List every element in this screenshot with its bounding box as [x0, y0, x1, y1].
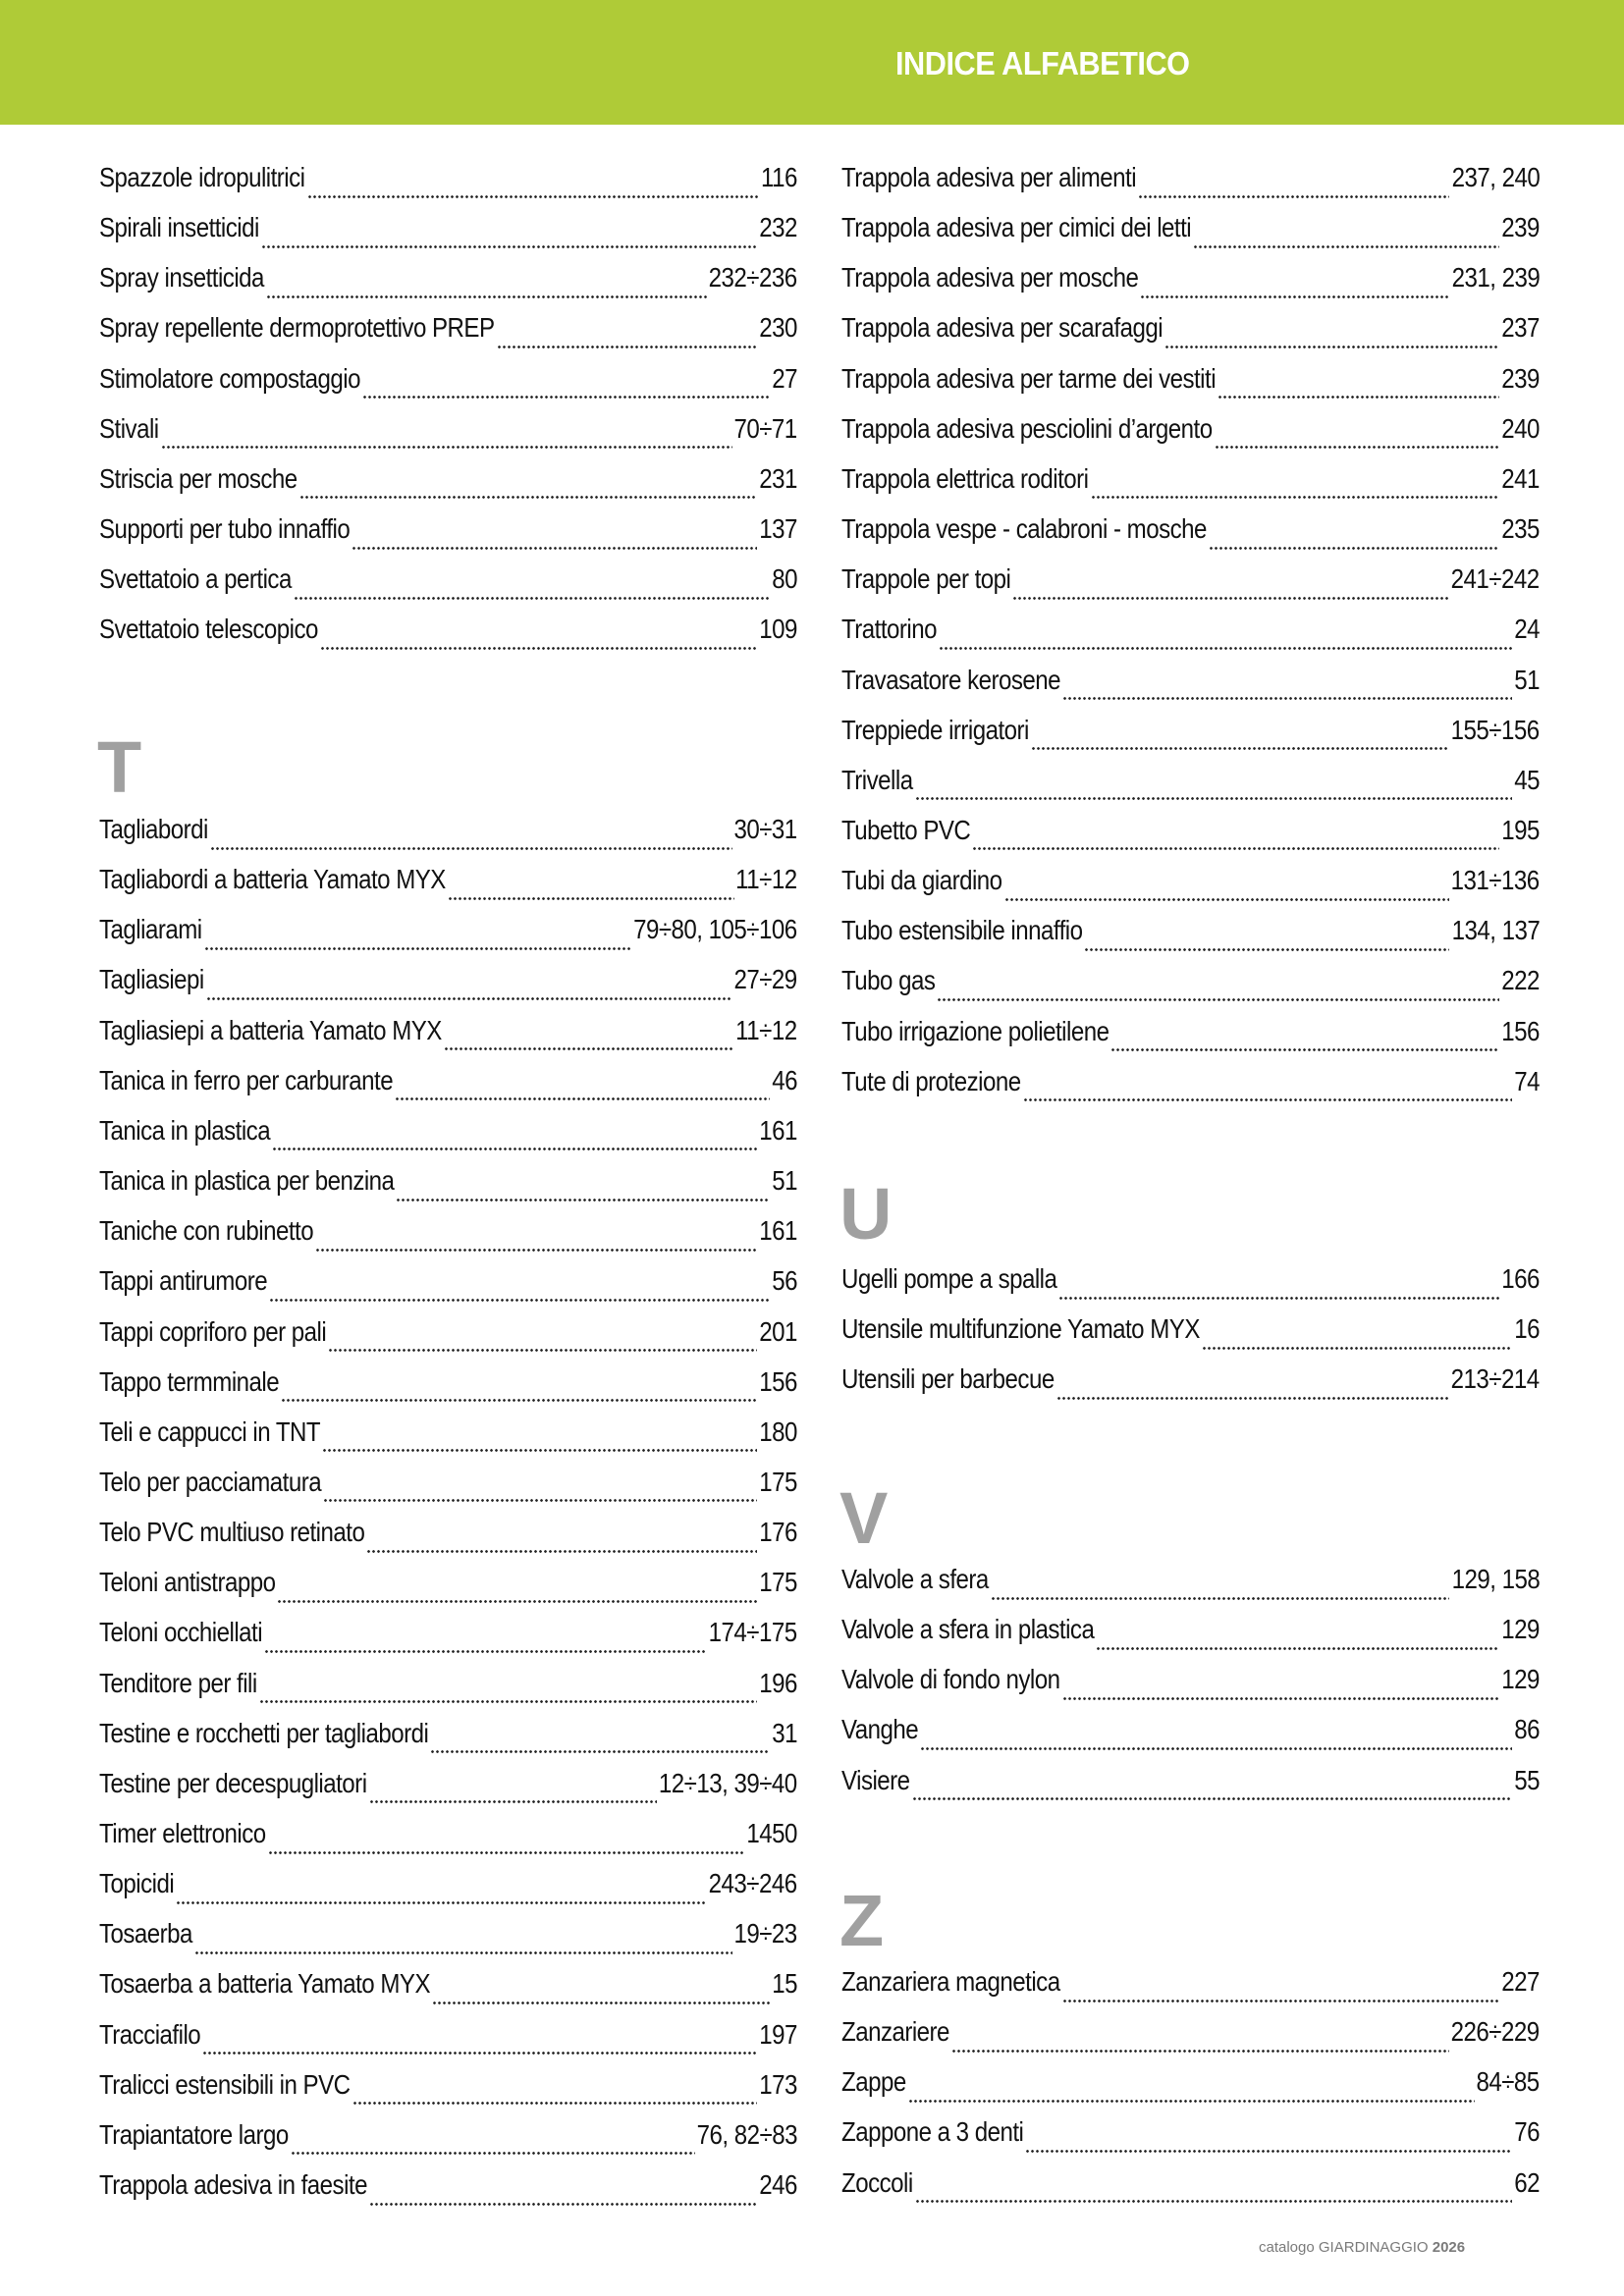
- entry-pages: 243÷246: [709, 1868, 797, 1899]
- entry-name: Treppiede irrigatori: [841, 714, 1029, 745]
- index-entry: [99, 412, 797, 462]
- index-entry: [841, 512, 1540, 562]
- dot-leader: [951, 2047, 1449, 2055]
- entry-pages: 201: [759, 1315, 797, 1347]
- dot-leader: [915, 2198, 1513, 2206]
- entry-pages: 173: [759, 2068, 797, 2100]
- entry-pages: 76, 82÷83: [696, 2118, 797, 2150]
- entry-pages: 1450: [746, 1818, 797, 1848]
- index-entry: [99, 1365, 797, 1415]
- entry-pages: 213÷214: [1451, 1363, 1540, 1395]
- entry-pages: 27: [772, 362, 797, 394]
- entry-pages: 86: [1514, 1714, 1540, 1745]
- index-entry: [841, 311, 1540, 361]
- dot-leader: [307, 192, 760, 200]
- entry-name: Valvole a sfera in plastica: [841, 1614, 1095, 1645]
- index-entry: [99, 2168, 797, 2218]
- index-entry: [99, 1064, 797, 1114]
- entry-pages: 76: [1514, 2116, 1540, 2148]
- index-entry: [841, 1663, 1540, 1713]
- dot-leader: [1193, 242, 1499, 250]
- dot-leader: [161, 444, 732, 452]
- letter-heading-v: V: [839, 1477, 889, 1559]
- entry-name: Teloni occhiellati: [99, 1617, 263, 1648]
- dot-leader: [1218, 394, 1499, 401]
- dot-leader: [1164, 343, 1499, 350]
- entry-pages: 231, 239: [1451, 262, 1540, 294]
- index-entry: [841, 412, 1540, 462]
- entry-name: Trappola adesiva per scarafaggi: [841, 312, 1164, 344]
- index-entry: [841, 1713, 1540, 1763]
- entry-name: Stivali: [99, 412, 159, 444]
- entry-name: Tenditore per fili: [99, 1667, 257, 1698]
- entry-name: Telo PVC multiuso retinato: [99, 1517, 365, 1548]
- entry-name: Tute di protezione: [841, 1065, 1021, 1096]
- dot-leader: [1140, 293, 1449, 300]
- entry-pages: 12÷13, 39÷40: [659, 1767, 797, 1798]
- entry-name: Tanica in plastica: [99, 1114, 271, 1146]
- index-entry: [841, 814, 1540, 864]
- dot-leader: [261, 242, 758, 250]
- footer-year: 2026: [1432, 2239, 1466, 2256]
- dot-leader: [362, 394, 770, 401]
- dot-leader: [299, 494, 758, 502]
- dot-leader: [206, 994, 732, 1002]
- entry-name: Spray insetticida: [99, 262, 264, 294]
- index-entry: [841, 613, 1540, 663]
- footer-prefix: catalogo: [1259, 2239, 1315, 2256]
- index-entry: [841, 1764, 1540, 1814]
- dot-leader: [1062, 1694, 1500, 1702]
- entry-pages: 232: [759, 212, 797, 243]
- entry-pages: 51: [772, 1165, 797, 1197]
- entry-name: Trappola adesiva per mosche: [841, 262, 1139, 294]
- entry-pages: 232÷236: [709, 262, 797, 294]
- dot-leader: [444, 1045, 734, 1053]
- entry-pages: 109: [759, 614, 797, 645]
- entry-pages: 161: [759, 1215, 797, 1247]
- dot-leader: [1062, 695, 1512, 703]
- entry-pages: 174÷175: [709, 1617, 797, 1648]
- index-entry: [841, 261, 1540, 311]
- dot-leader: [194, 1949, 732, 1956]
- entry-pages: 70÷71: [733, 412, 797, 444]
- dot-leader: [972, 845, 1499, 853]
- entry-name: Tanica in ferro per carburante: [99, 1064, 394, 1095]
- dot-leader: [1215, 444, 1500, 452]
- entry-name: Tagliasiepi: [99, 964, 204, 995]
- index-entry: [841, 1312, 1540, 1362]
- entry-pages: 222: [1501, 965, 1540, 996]
- entry-name: Zappone a 3 denti: [841, 2116, 1024, 2148]
- entry-pages: 241÷242: [1451, 563, 1540, 595]
- dot-leader: [915, 795, 1513, 803]
- index-entry: [841, 2115, 1540, 2165]
- index-entry: [99, 1415, 797, 1466]
- dot-leader: [1096, 1644, 1499, 1652]
- index-entry: [841, 1015, 1540, 1065]
- index-entry: [99, 1717, 797, 1767]
- dot-leader: [1025, 2147, 1512, 2155]
- index-entry: [841, 914, 1540, 964]
- entry-pages: 156: [1501, 1015, 1540, 1046]
- dot-leader: [352, 2100, 758, 2108]
- entry-name: Zappe: [841, 2066, 906, 2098]
- index-entry: [841, 1362, 1540, 1413]
- dot-leader: [366, 1547, 757, 1555]
- index-entry: [99, 1566, 797, 1616]
- dot-leader: [320, 644, 757, 652]
- index-entry: [99, 211, 797, 261]
- entry-pages: 137: [759, 513, 797, 545]
- entry-pages: 84÷85: [1476, 2066, 1540, 2098]
- index-entry: [99, 1466, 797, 1516]
- entry-pages: 231: [759, 462, 797, 494]
- header-bar: [0, 0, 1624, 125]
- index-entry: [841, 1065, 1540, 1115]
- entry-pages: 79÷80, 105÷106: [633, 914, 797, 945]
- entry-name: Trapiantatore largo: [99, 2118, 289, 2150]
- entry-name: Teli e cappucci in TNT: [99, 1415, 321, 1447]
- index-entry: [841, 2015, 1540, 2065]
- entry-name: Trappola vespe - calabroni - mosche: [841, 513, 1207, 545]
- entry-name: Supporti per tubo innaffio: [99, 513, 351, 545]
- dot-leader: [369, 2200, 757, 2208]
- index-entry: [99, 1767, 797, 1817]
- entry-pages: 45: [1514, 764, 1540, 795]
- index-entry: [99, 462, 797, 512]
- index-entry: [841, 462, 1540, 512]
- index-entry: [99, 963, 797, 1013]
- dot-leader: [204, 944, 632, 952]
- index-entry: [841, 664, 1540, 714]
- entry-name: Tubo irrigazione polietilene: [841, 1015, 1110, 1046]
- index-entry: [841, 562, 1540, 613]
- entry-pages: 116: [761, 162, 797, 192]
- dot-leader: [432, 1999, 770, 2006]
- entry-pages: 80: [772, 563, 797, 595]
- index-entry: [841, 764, 1540, 814]
- dot-leader: [1058, 1294, 1499, 1302]
- dot-leader: [1062, 1997, 1500, 2004]
- dot-leader: [1084, 945, 1449, 953]
- entry-name: Testine per decespugliatori: [99, 1767, 367, 1798]
- index-entry: [99, 1967, 797, 2017]
- dot-leader: [1110, 1046, 1499, 1054]
- entry-name: Travasatore kerosene: [841, 664, 1061, 695]
- dot-leader: [210, 844, 732, 852]
- dot-leader: [395, 1095, 770, 1103]
- dot-leader: [277, 1597, 757, 1605]
- entry-pages: 227: [1501, 1966, 1540, 1997]
- entry-name: Tubo gas: [841, 965, 936, 996]
- entry-pages: 195: [1501, 814, 1540, 845]
- footer: [1259, 2239, 1465, 2256]
- entry-name: Tappi antirumore: [99, 1265, 268, 1297]
- index-entry: [99, 913, 797, 963]
- dot-leader: [1091, 494, 1500, 502]
- entry-name: Tappi copriforo per pali: [99, 1315, 327, 1347]
- entry-pages: 197: [759, 2018, 797, 2050]
- dot-leader: [1209, 544, 1499, 552]
- index-entry: [841, 211, 1540, 261]
- index-entry: [99, 512, 797, 562]
- entry-name: Visiere: [841, 1764, 910, 1795]
- index-entry: [99, 1667, 797, 1717]
- entry-name: Tappo termminale: [99, 1365, 280, 1397]
- index-entry: [99, 1114, 797, 1164]
- dot-leader: [396, 1196, 770, 1203]
- entry-pages: 246: [759, 2169, 797, 2201]
- entry-pages: 15: [772, 1968, 797, 2000]
- entry-pages: 56: [772, 1265, 797, 1297]
- entry-pages: 131÷136: [1451, 865, 1540, 896]
- entry-pages: 51: [1514, 664, 1540, 695]
- entry-pages: 155÷156: [1451, 714, 1540, 745]
- dot-leader: [1031, 745, 1449, 753]
- dot-leader: [266, 293, 707, 300]
- entry-pages: 27÷29: [733, 964, 797, 995]
- index-entry: [841, 2065, 1540, 2115]
- index-entry: [99, 1264, 797, 1314]
- index-entry: [841, 1563, 1540, 1613]
- dot-leader: [322, 1447, 757, 1455]
- dot-leader: [1138, 192, 1449, 200]
- entry-name: Trivella: [841, 764, 913, 795]
- index-entry: [841, 362, 1540, 412]
- entry-pages: 129: [1501, 1664, 1540, 1695]
- dot-leader: [937, 995, 1499, 1003]
- entry-pages: 30÷31: [733, 814, 797, 844]
- dot-leader: [323, 1497, 757, 1505]
- entry-name: Tralicci estensibili in PVC: [99, 2068, 351, 2100]
- dot-leader: [272, 1146, 757, 1153]
- entry-pages: 176: [759, 1517, 797, 1548]
- index-entry: [99, 2018, 797, 2068]
- index-entry: [99, 2068, 797, 2118]
- entry-name: Ugelli pompe a spalla: [841, 1263, 1057, 1294]
- entry-name: Taniche con rubinetto: [99, 1215, 314, 1247]
- entry-name: Tubi da giardino: [841, 865, 1002, 896]
- entry-name: Valvole di fondo nylon: [841, 1664, 1060, 1695]
- entry-name: Zanzariere: [841, 2016, 949, 2048]
- dot-leader: [1023, 1096, 1513, 1104]
- entry-name: Tagliabordi a batteria Yamato MYX: [99, 864, 446, 895]
- entry-name: Utensile multifunzione Yamato MYX: [841, 1313, 1200, 1345]
- dot-leader: [281, 1397, 757, 1405]
- entry-name: Tagliasiepi a batteria Yamato MYX: [99, 1014, 442, 1045]
- entry-name: Svettatoio telescopico: [99, 614, 318, 645]
- letter-heading-z: Z: [839, 1880, 885, 1961]
- entry-name: Trappola adesiva per cimici dei letti: [841, 212, 1192, 243]
- entry-name: Tagliabordi: [99, 814, 208, 844]
- entry-pages: 230: [759, 312, 797, 344]
- entry-pages: 31: [772, 1717, 797, 1748]
- index-entry: [99, 1917, 797, 1967]
- entry-name: Telo per pacciamatura: [99, 1466, 322, 1497]
- entry-name: Trappola adesiva in faesite: [99, 2169, 367, 2201]
- entry-pages: 226÷229: [1451, 2016, 1540, 2048]
- entry-name: Vanghe: [841, 1714, 919, 1745]
- entry-name: Tosaerba: [99, 1918, 192, 1949]
- entry-name: Teloni antistrappo: [99, 1567, 276, 1598]
- index-entry: [99, 863, 797, 913]
- index-entry: [841, 714, 1540, 764]
- entry-name: Trappole per topi: [841, 563, 1011, 595]
- entry-name: Tagliarami: [99, 914, 202, 945]
- entry-name: Tanica in plastica per benzina: [99, 1165, 395, 1197]
- entry-name: Trattorino: [841, 614, 938, 645]
- entry-name: Testine e rocchetti per tagliabordi: [99, 1717, 429, 1748]
- index-entry: [841, 2166, 1540, 2216]
- index-entry: [99, 1516, 797, 1566]
- entry-name: Svettatoio a pertica: [99, 563, 292, 595]
- dot-leader: [939, 644, 1512, 652]
- entry-pages: 237, 240: [1451, 162, 1540, 192]
- entry-pages: 239: [1501, 362, 1540, 394]
- index-entry: [99, 2118, 797, 2168]
- index-entry: [99, 1817, 797, 1867]
- entry-name: Tubetto PVC: [841, 814, 971, 845]
- dot-leader: [448, 894, 734, 902]
- dot-leader: [908, 2097, 1475, 2105]
- entry-pages: 16: [1514, 1313, 1540, 1345]
- index-entry: [99, 1315, 797, 1365]
- entry-name: Stimolatore compostaggio: [99, 362, 361, 394]
- dot-leader: [1056, 1394, 1449, 1402]
- entry-pages: 175: [759, 1567, 797, 1598]
- entry-pages: 239: [1501, 212, 1540, 243]
- dot-leader: [497, 343, 758, 350]
- entry-pages: 166: [1501, 1263, 1540, 1294]
- dot-leader: [991, 1594, 1450, 1602]
- index-entry: [99, 261, 797, 311]
- index-entry: [99, 813, 797, 863]
- entry-pages: 175: [759, 1466, 797, 1497]
- dot-leader: [268, 1848, 745, 1856]
- index-entry: [99, 1867, 797, 1917]
- entry-pages: 11÷12: [735, 1014, 797, 1045]
- entry-pages: 134, 137: [1451, 915, 1540, 946]
- dot-leader: [920, 1744, 1512, 1752]
- entry-name: Spirali insetticidi: [99, 212, 259, 243]
- dot-leader: [1202, 1344, 1512, 1352]
- entry-name: Timer elettronico: [99, 1818, 266, 1848]
- entry-pages: 235: [1501, 513, 1540, 545]
- entry-name: Utensili per barbecue: [841, 1363, 1055, 1395]
- dot-leader: [259, 1698, 758, 1706]
- dot-leader: [912, 1795, 1513, 1803]
- entry-name: Tracciafilo: [99, 2018, 201, 2050]
- entry-pages: 62: [1514, 2166, 1540, 2198]
- entry-name: Zoccoli: [841, 2166, 913, 2198]
- entry-name: Trappola adesiva per tarme dei vestiti: [841, 362, 1217, 394]
- dot-leader: [328, 1347, 757, 1355]
- footer-brand: GIARDINAGGIO: [1318, 2239, 1429, 2256]
- entry-pages: 196: [759, 1667, 797, 1698]
- entry-pages: 129: [1501, 1614, 1540, 1645]
- dot-leader: [369, 1798, 658, 1806]
- entry-name: Spray repellente dermoprotettivo PREP: [99, 312, 495, 344]
- entry-pages: 241: [1501, 462, 1540, 494]
- entry-pages: 74: [1514, 1065, 1540, 1096]
- entry-pages: 156: [759, 1365, 797, 1397]
- entry-name: Tubo estensibile innaffio: [841, 915, 1083, 946]
- entry-pages: 161: [759, 1114, 797, 1146]
- dot-leader: [1012, 594, 1449, 602]
- index-entry: [99, 161, 797, 211]
- index-entry: [99, 613, 797, 663]
- index-entry: [99, 562, 797, 613]
- index-entry: [841, 1965, 1540, 2015]
- dot-leader: [291, 2150, 695, 2158]
- index-entry: [99, 311, 797, 361]
- dot-leader: [352, 544, 757, 552]
- index-entry: [99, 1616, 797, 1666]
- entry-pages: 180: [759, 1415, 797, 1447]
- dot-leader: [1004, 895, 1449, 903]
- dot-leader: [430, 1748, 770, 1756]
- index-entry: [99, 1014, 797, 1064]
- letter-heading-t: T: [97, 726, 142, 808]
- entry-pages: 240: [1501, 412, 1540, 444]
- index-entry: [841, 864, 1540, 914]
- entry-name: Valvole a sfera: [841, 1564, 989, 1594]
- index-entry: [841, 1262, 1540, 1312]
- index-entry: [841, 161, 1540, 211]
- letter-heading-u: U: [839, 1173, 893, 1255]
- dot-leader: [294, 594, 770, 602]
- entry-pages: 24: [1514, 614, 1540, 645]
- entry-name: Trappola elettrica roditori: [841, 462, 1089, 494]
- dot-leader: [176, 1898, 707, 1906]
- entry-name: Striscia per mosche: [99, 462, 298, 494]
- index-entry: [99, 1214, 797, 1264]
- entry-pages: 237: [1501, 312, 1540, 344]
- entry-name: Spazzole idropulitrici: [99, 162, 305, 192]
- entry-pages: 55: [1514, 1764, 1540, 1795]
- entry-pages: 46: [772, 1064, 797, 1095]
- dot-leader: [269, 1296, 770, 1304]
- dot-leader: [202, 2050, 757, 2057]
- index-entry: [841, 964, 1540, 1014]
- entry-pages: 19÷23: [733, 1918, 797, 1949]
- index-entry: [99, 362, 797, 412]
- entry-name: Tosaerba a batteria Yamato MYX: [99, 1968, 430, 2000]
- entry-name: Trappola adesiva per alimenti: [841, 162, 1137, 192]
- entry-pages: 11÷12: [735, 864, 797, 895]
- entry-name: Zanzariera magnetica: [841, 1966, 1060, 1997]
- entry-name: Trappola adesiva pesciolini d’argento: [841, 412, 1213, 444]
- page-title: INDICE ALFABETICO: [895, 45, 1190, 81]
- index-entry: [99, 1164, 797, 1214]
- dot-leader: [315, 1246, 757, 1254]
- entry-name: Topicidi: [99, 1868, 175, 1899]
- entry-pages: 129, 158: [1451, 1564, 1540, 1594]
- dot-leader: [264, 1647, 707, 1655]
- index-entry: [841, 1613, 1540, 1663]
